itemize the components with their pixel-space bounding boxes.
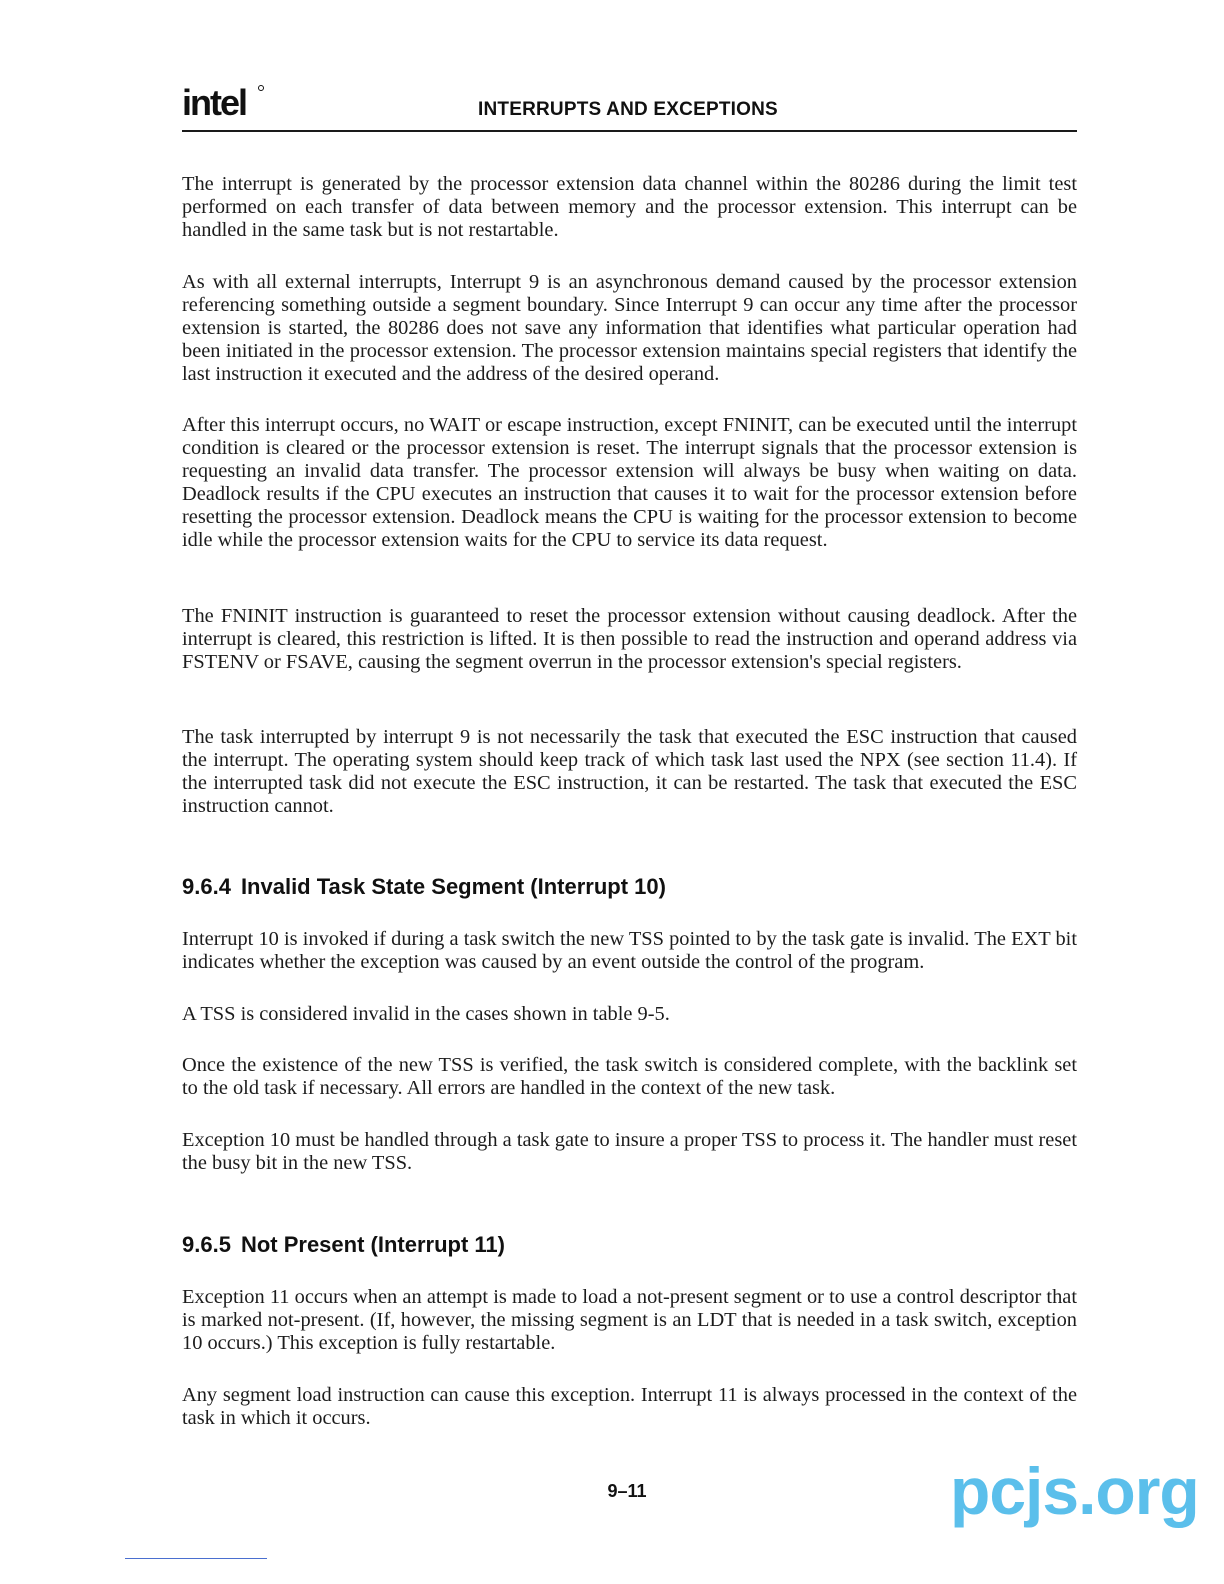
page-header-title: INTERRUPTS AND EXCEPTIONS [478, 99, 778, 120]
paragraph: Exception 11 occurs when an attempt is made to load a not-present segment or to use a control descriptor that is marked not-present. (If, however, the missing segment is an LDT that is needed in a task switch, exception 10 occurs.) This exception is fully restartable. [182, 1286, 1077, 1355]
pcjs-watermark: pcjs.org [950, 1454, 1199, 1528]
paragraph: As with all external interrupts, Interrupt 9 is an asynchronous demand caused by the processor extension referencing something outside a segment boundary. Since Interrupt 9 can occur any time after the processor extension is started, the 80286 does not save any information that identifies what particular operation had been initiated in the processor extension. The processor extension maintains special registers that identify the last instruction it executed and the address of the desired operand. [182, 271, 1077, 386]
paragraph: A TSS is considered invalid in the cases shown in table 9-5. [182, 1003, 670, 1025]
page-number: 9–11 [607, 1481, 647, 1501]
paragraph: The interrupt is generated by the processor extension data channel within the 80286 during the limit test performed on each transfer of data between memory and the processor extension. This interrupt can be handled in the same task but is not restartable. [182, 173, 1077, 242]
paragraph: Interrupt 10 is invoked if during a task switch the new TSS pointed to by the task gate is invalid. The EXT bit indicates whether the exception was caused by an event outside the control of the program. [182, 928, 1077, 974]
paragraph: The task interrupted by interrupt 9 is not necessarily the task that executed the ESC instruction that caused the interrupt. The operating system should keep track of which task last used the NPX (see section 11.4). If the interrupted task did not execute the ESC instruction, it can be restarted. The task that executed the ESC instruction cannot. [182, 726, 1077, 818]
section-title: Invalid Task State Segment (Interrupt 10) [240, 874, 666, 899]
intel-logo [182, 82, 266, 128]
paragraph: Any segment load instruction can cause this exception. Interrupt 11 is always processed in the context of the task in which it occurs. [182, 1384, 1077, 1430]
paragraph: Once the existence of the new TSS is verified, the task switch is considered complete, with the backlink set to the old task if necessary. All errors are handled in the context of the new task. [182, 1054, 1077, 1100]
paragraph: After this interrupt occurs, no WAIT or escape instruction, except FNINIT, can be executed until the interrupt condition is cleared or the processor extension is reset. The interrupt signals that the processor extension is requesting an invalid data transfer. The processor extension will always be busy when waiting on data. Deadlock results if the CPU executes an instruction that causes it to wait for the processor extension before resetting the processor extension. Deadlock means the CPU is waiting for the processor extension to become idle while the processor extension waits for the CPU to service its data request. [182, 414, 1077, 552]
header-rule [182, 130, 1077, 132]
section-title: Not Present (Interrupt 11) [240, 1232, 505, 1257]
section-heading-9-6-5 [182, 1232, 505, 1258]
bottom-scan-line [125, 1558, 267, 1559]
section-heading-9-6-4 [182, 874, 666, 900]
paragraph: Exception 10 must be handled through a task gate to insure a proper TSS to process it. The handler must reset the busy bit in the new TSS. [182, 1129, 1077, 1175]
section-number: 9.6.5 [182, 1232, 231, 1257]
logo-text: intel [182, 82, 247, 123]
section-number: 9.6.4 [182, 874, 231, 899]
paragraph: The FNINIT instruction is guaranteed to reset the processor extension without causing deadlock. After the interrupt is cleared, this restriction is lifted. It is then possible to read the instruction and operand address via FSTENV or FSAVE, causing the segment overrun in the processor extension's special registers. [182, 605, 1077, 674]
